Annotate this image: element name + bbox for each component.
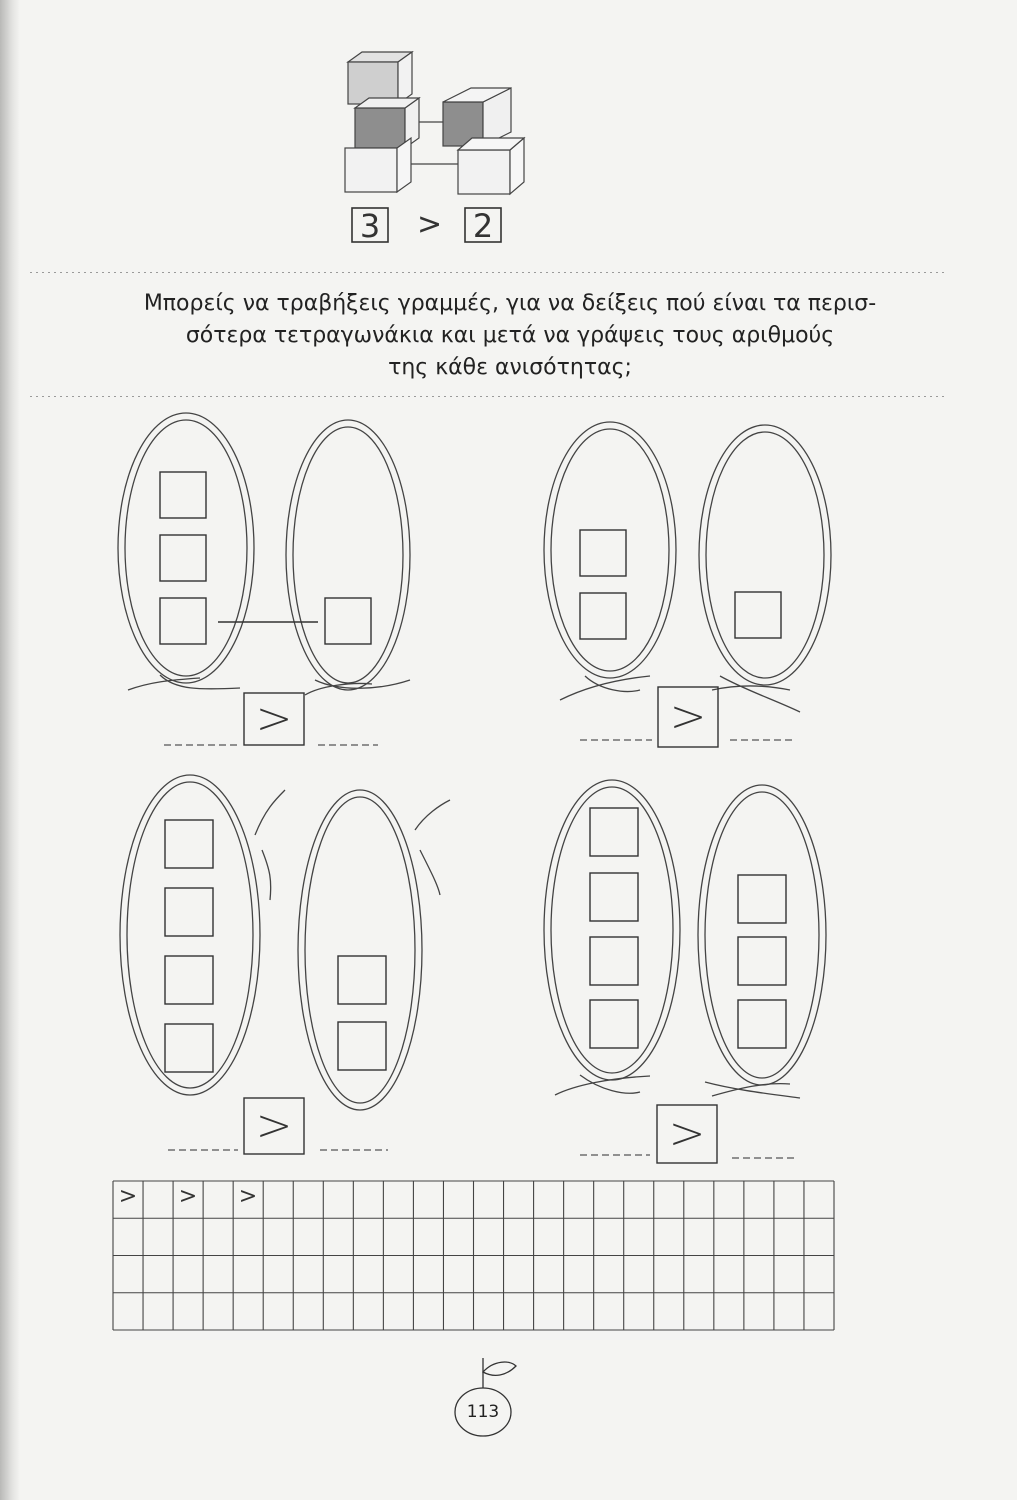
example-left-number: 3 bbox=[359, 207, 381, 245]
instruction-line-2: σότερα τετραγωνάκια και μετά να γράψεις τους αριθμούς bbox=[185, 323, 835, 348]
exercise-2-symbol: > bbox=[669, 691, 707, 742]
grid-symbol-3: > bbox=[238, 1184, 258, 1209]
example-symbol: > bbox=[417, 207, 443, 242]
separator-top bbox=[30, 272, 945, 273]
exercise-2-squares bbox=[580, 530, 781, 639]
exercise-3-squares bbox=[165, 820, 386, 1072]
left-cube-top bbox=[348, 52, 412, 104]
page-number: 113 bbox=[466, 1402, 500, 1422]
exercise-4-symbol: > bbox=[668, 1108, 706, 1159]
grid-symbol-2: > bbox=[178, 1184, 198, 1209]
exercise-3-symbol: > bbox=[255, 1100, 293, 1151]
exercise-1-loops bbox=[118, 413, 410, 695]
exercise-2-loops bbox=[544, 422, 831, 712]
example-right-number: 2 bbox=[472, 207, 494, 245]
exercise-1-symbol: > bbox=[255, 693, 293, 744]
right-cube-bottom bbox=[458, 138, 524, 194]
exercise-4-squares bbox=[590, 808, 786, 1048]
instruction-line-3: της κάθε ανισότητας; bbox=[388, 355, 632, 380]
example-cube-stacks bbox=[345, 52, 524, 194]
exercise-4-loops bbox=[544, 780, 826, 1098]
instruction-line-1: Μπορείς να τραβήξεις γραμμές, για να δείξεις πού είναι τα περισ- bbox=[143, 291, 877, 316]
exercise-3-loops bbox=[120, 775, 450, 1110]
right-cube-top bbox=[443, 88, 511, 146]
practice-grid bbox=[113, 1181, 834, 1330]
separator-bottom bbox=[30, 396, 945, 397]
exercise-1-squares bbox=[160, 472, 371, 644]
grid-symbol-1: > bbox=[118, 1184, 138, 1209]
